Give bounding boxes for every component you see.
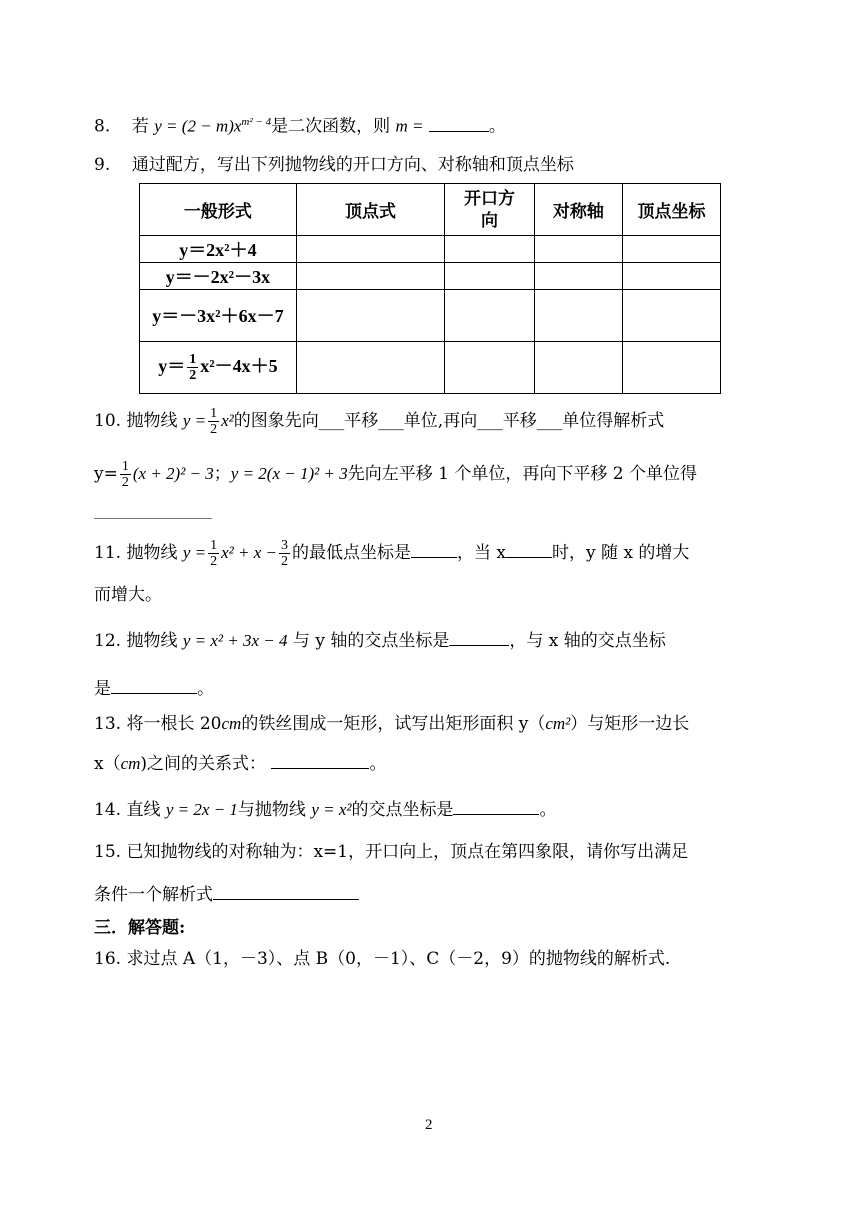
header-general-form: 一般形式 (140, 184, 297, 236)
answer-blank[interactable] (506, 539, 552, 558)
header-vertex: 顶点坐标 (622, 184, 720, 236)
table-row: y＝－2x²－3x (140, 263, 297, 290)
table-row: y＝2x²＋4 (140, 236, 297, 263)
header-opening: 开口方向 (445, 184, 535, 236)
q8-formula: y = (2 − m)x (154, 116, 242, 136)
answer-blank[interactable] (111, 675, 197, 694)
section-heading: 三．解答题: (94, 918, 186, 938)
answer-blank[interactable] (94, 518, 212, 519)
question-10: 10. 抛物线 y = $\frac{1}{2}$ x²的图象先向___平移___单位,再向___平移___单位得解析式 (94, 406, 665, 437)
answer-blank[interactable] (449, 627, 509, 646)
question-15: 15. 已知抛物线的对称轴为：x=1，开口向上，顶点在第四象限，请你写出满足 (94, 842, 689, 862)
table-row: y＝ $\frac{1}{2}$ x²－4x＋5 (140, 342, 297, 394)
question-12-line2: 是 。 (94, 675, 214, 701)
question-16: 16. 求过点 A（1，－3）、点 B（0，－1）、C（－2，9）的抛物线的解析式. (94, 949, 671, 969)
question-13: 13. 将一根长 20cm的铁丝围成一矩形，试写出矩形面积 y（cm²）与矩形一边长 (94, 714, 690, 734)
header-vertex-form: 顶点式 (296, 184, 444, 236)
answer-blank[interactable] (271, 750, 369, 769)
answer-blank[interactable] (453, 796, 539, 815)
question-15-line2: 条件一个解析式 (94, 881, 359, 907)
question-12: 12. 抛物线 y = x² + 3x − 4 与 y 轴的交点坐标是 ，与 x 轴的交点坐标 (94, 627, 666, 653)
answer-blank[interactable] (213, 881, 359, 900)
question-11: 11. 抛物线 y = $\frac{1}{2}$ x² + x − $\frac{3}{2}$ 的最低点坐标是 ，当 x 时，y 随 x 的增大 (94, 538, 690, 569)
question-9: 9. 通过配方，写出下列抛物线的开口方向、对称轴和顶点坐标 (94, 155, 574, 175)
vertex-table (139, 183, 721, 394)
question-13-line2: x（cm)之间的关系式： 。 (94, 750, 386, 776)
question-14: 14. 直线 y = 2x − 1与抛物线 y = x²的交点坐标是 。 (94, 796, 556, 822)
question-8: 8. 若 $y = (2 - m)x^{m^2 - 4}$是二次函数，则 m = 。 (94, 110, 506, 139)
page-number: 2 (425, 1117, 433, 1133)
header-axis: 对称轴 (534, 184, 622, 236)
question-10-line2: y= $\frac{1}{2}$ (x + 2)² − 3；y = 2(x − 1)² + 3先向左平移 1 个单位，再向下平移 2 个单位得 (94, 459, 697, 490)
answer-blank[interactable] (411, 539, 457, 558)
question-11-line2: 而增大。 (94, 585, 162, 605)
answer-blank[interactable] (429, 113, 489, 132)
table-row: y＝－3x²＋6x－7 (140, 290, 297, 342)
